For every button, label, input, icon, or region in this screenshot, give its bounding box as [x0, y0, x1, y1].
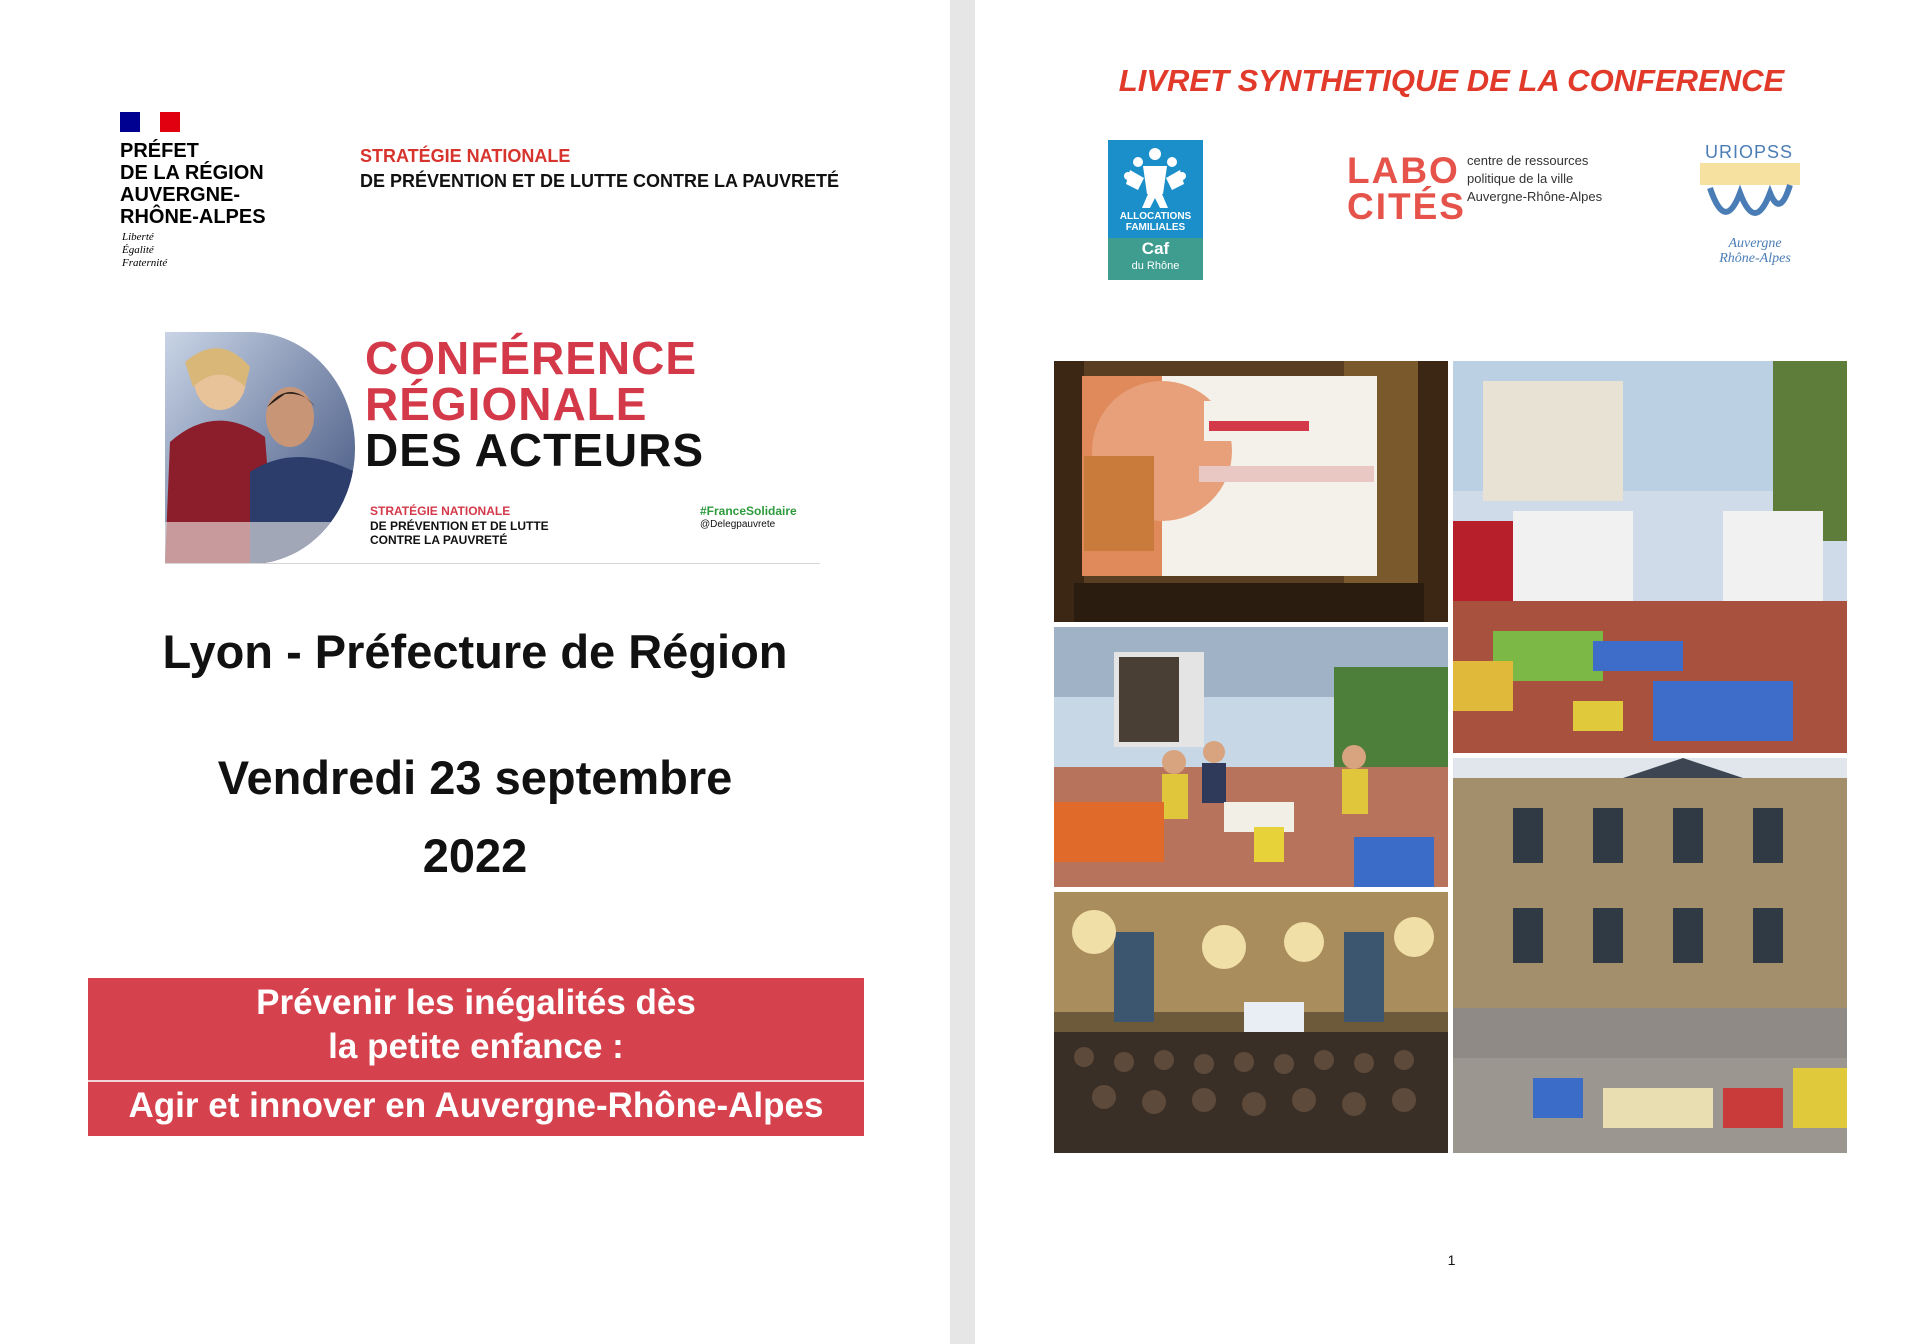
banner-photo: [165, 332, 355, 564]
header-strategy: STRATÉGIE NATIONALE: [360, 146, 571, 166]
theme-line: Agir et innover en Auvergne-Rhône-Alpes: [128, 1086, 824, 1125]
labo-desc-line: Auvergne-Rhône-Alpes: [1467, 189, 1603, 204]
photo-projection-screen: [1054, 361, 1448, 622]
conference-banner: [165, 332, 820, 564]
photo-outdoor-gathering: [1054, 627, 1448, 887]
caf-name-block: [1108, 238, 1203, 280]
motto-line: Égalité: [122, 244, 154, 256]
caf-sub: du Rhône: [1131, 260, 1180, 272]
photo-conference-hall: [1054, 892, 1448, 1153]
theme-box: [88, 978, 864, 1136]
banner-divider: [165, 563, 820, 564]
booklet-title: LIVRET SYNTHETIQUE DE LA CONFERENCE: [1118, 63, 1785, 98]
uriopss-script: [1710, 236, 1800, 266]
photo-prefecture-facade: [1453, 758, 1847, 1153]
uriopss-mark-icon: [1700, 163, 1800, 233]
banner-hashtag: #FranceSolidaire: [700, 504, 797, 518]
theme-divider: [88, 1080, 864, 1082]
motto-line: Liberté: [122, 231, 154, 243]
banner-title-line: CONFÉRENCE: [365, 332, 698, 384]
prefecture-logo-text: [120, 140, 266, 228]
caf-logo: [1108, 140, 1203, 280]
prefect-line: DE LA RÉGION: [120, 162, 264, 184]
labo-desc-line: politique de la ville: [1467, 171, 1574, 186]
french-flag-logo: [120, 112, 180, 132]
banner-strategy-sub: DE PRÉVENTION ET DE LUTTE CONTRE LA PAUVRETÉ: [370, 519, 549, 547]
event-location: Lyon - Préfecture de Région: [162, 625, 788, 678]
labo-description: [1467, 152, 1602, 206]
uriopss-script-line: Rhône-Alpes: [1719, 251, 1791, 266]
cover-page: [0, 0, 950, 1344]
prefect-line: PRÉFET: [120, 140, 199, 162]
banner-title-line: RÉGIONALE: [365, 378, 648, 430]
header-subtitle: DE PRÉVENTION ET DE LUTTE CONTRE LA PAUVRETÉ: [360, 171, 840, 191]
theme-line: la petite enfance :: [328, 1027, 624, 1066]
event-year: 2022: [422, 829, 528, 882]
page-number: 1: [1447, 1252, 1456, 1268]
uriopss-script-line: Auvergne: [1728, 236, 1782, 251]
labo-logo-line: LABO: [1347, 150, 1460, 191]
banner-title-line: DES ACTEURS: [365, 424, 704, 476]
banner-handle: @Delegpauvrete: [700, 519, 776, 530]
labo-logo-line: CITÉS: [1347, 186, 1466, 227]
theme-line: Prévenir les inégalités dès: [256, 983, 696, 1022]
family-figures-icon: [1108, 144, 1203, 214]
photo-mobile-units-playground: [1453, 361, 1847, 753]
uriopss-name: URIOPSS: [1705, 142, 1794, 162]
summary-page: [975, 0, 1928, 1344]
event-date: Vendredi 23 septembre: [217, 751, 733, 804]
prefect-line: AUVERGNE-: [120, 184, 241, 206]
caf-name: Caf: [1141, 239, 1170, 258]
labo-desc-line: centre de ressources: [1467, 153, 1589, 168]
prefect-line: RHÔNE-ALPES: [120, 206, 266, 228]
motto-line: Fraternité: [122, 257, 168, 269]
banner-strategy: STRATÉGIE NATIONALE: [370, 504, 511, 518]
republic-motto: [122, 231, 167, 270]
caf-label: ALLOCATIONS FAMILIALES: [1119, 211, 1192, 233]
